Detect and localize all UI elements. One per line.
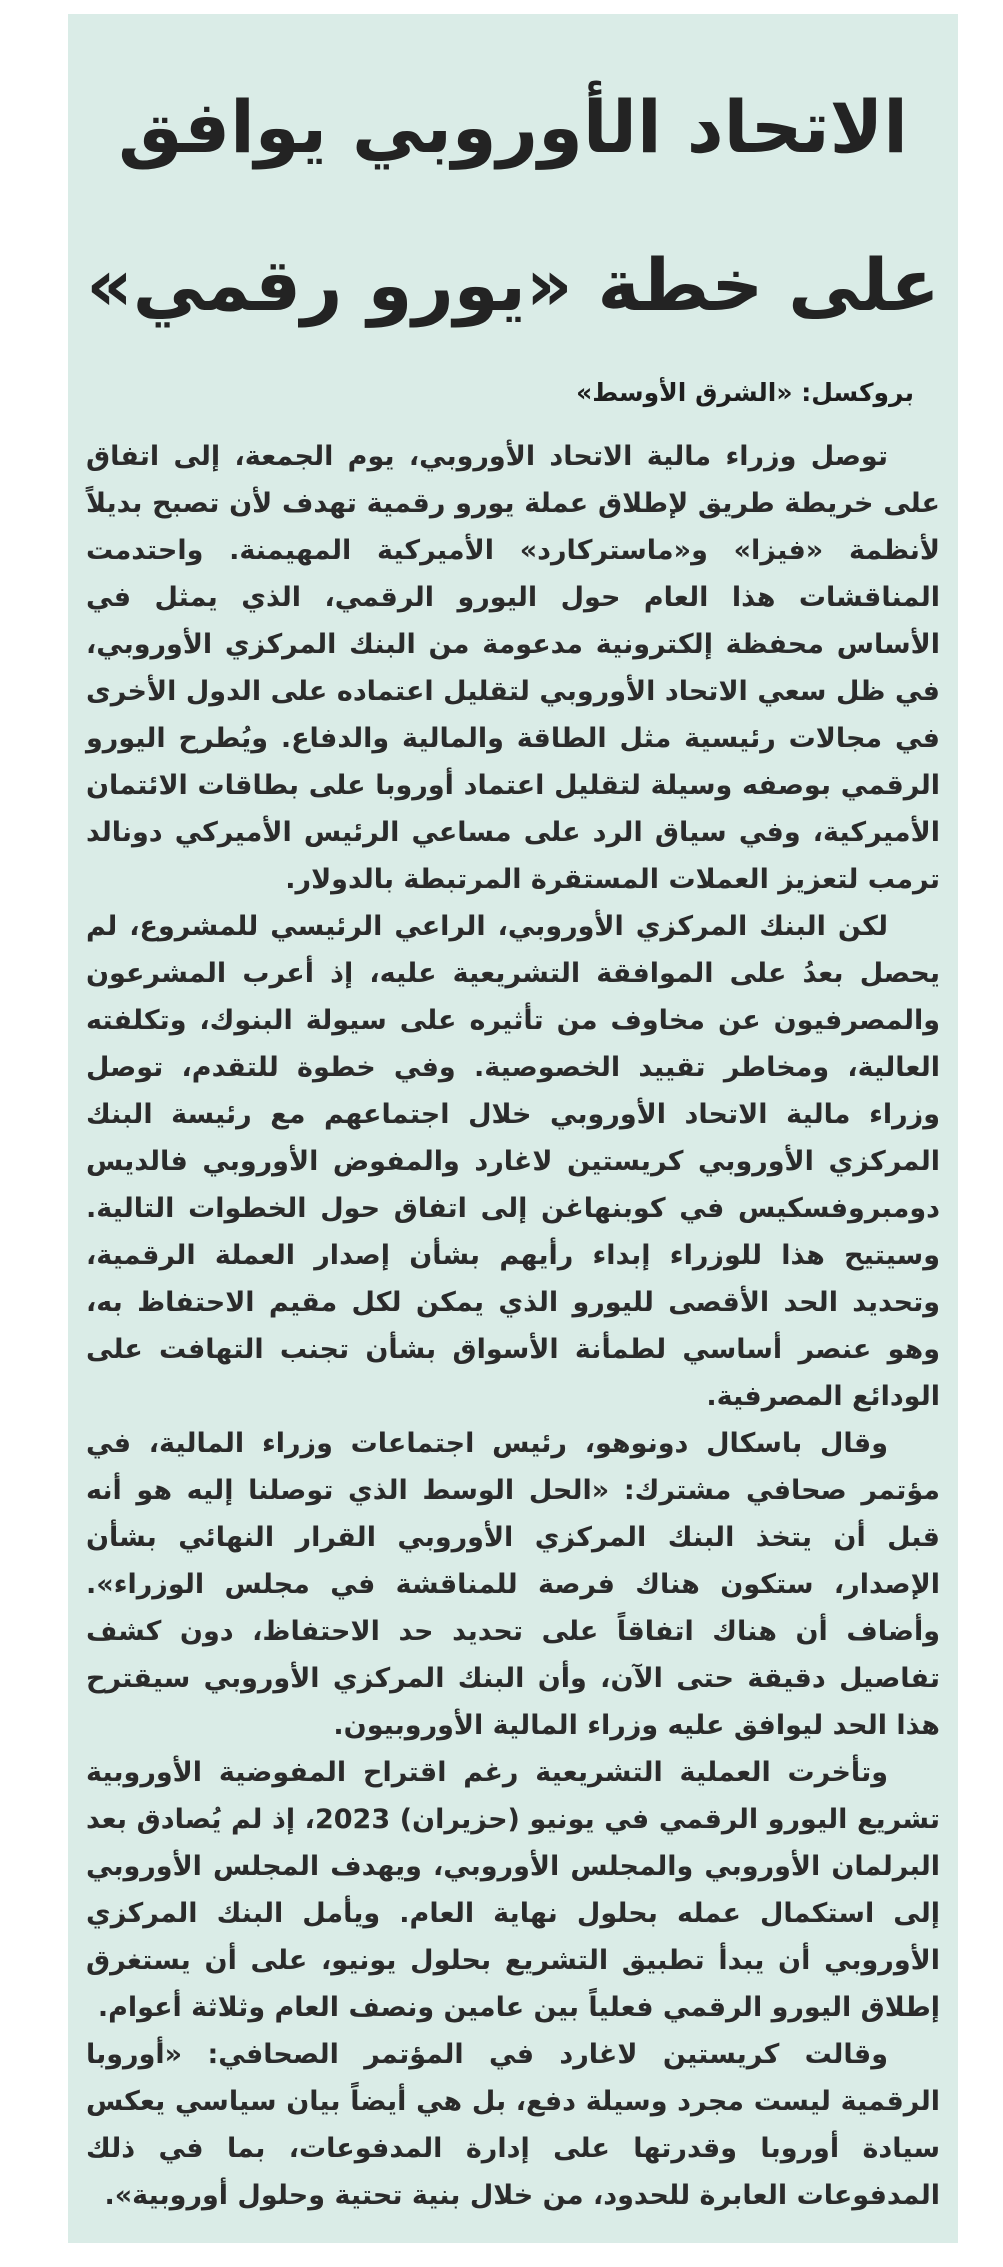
paragraph: وقالت كريستين لاغارد في المؤتمر الصحافي: «أوروبا الرقمية ليست مجرد وسيلة دفع، بل هي أيضاً بيان سياسي يعكس سيادة أوروبا وقدرتها على إدارة المدفوعات، بما في ذلك المدفوعات العابرة للحدود، من خلال بنية تحتية وحلول أوروبية».: [86, 2039, 940, 2211]
paragraph: وقال باسكال دونوهو، رئيس اجتماعات وزراء المالية، في مؤتمر صحافي مشترك: «الحل الوسط الذي توصلنا إليه هو أنه قبل أن يتخذ البنك المركزي الأوروبي القرار النهائي بشأن الإصدار، ستكون هناك فرصة للمناقشة في مجلس الوزراء». وأضاف أن هناك اتفاقاً على تحديد حد الاحتفاظ، دون كشف تفاصيل دقيقة حتى الآن، وأن البنك المركزي الأوروبي سيقترح هذا الحد ليوافق عليه وزراء المالية الأوروبيون.: [86, 1428, 940, 1741]
paragraph: توصل وزراء مالية الاتحاد الأوروبي، يوم الجمعة، إلى اتفاق على خريطة طريق لإطلاق عملة يورو رقمية تهدف لأن تصبح بديلاً لأنظمة «فيزا» و«ماستركارد» الأميركية المهيمنة. واحتدمت المناقشات هذا العام حول اليورو الرقمي، الذي يمثل في الأساس محفظة إلكترونية مدعومة من البنك المركزي الأوروبي، في ظل سعي الاتحاد الأوروبي لتقليل اعتماده على الدول الأخرى في مجالات رئيسية مثل الطاقة والمالية والدفاع. ويُطرح اليورو الرقمي بوصفه وسيلة لتقليل اعتماد أوروبا على بطاقات الائتمان الأميركية، وفي سياق الرد على مساعي الرئيس الأميركي دونالد ترمب لتعزيز العملات المستقرة المرتبطة بالدولار.: [86, 441, 940, 895]
paragraph: لكن البنك المركزي الأوروبي، الراعي الرئيسي للمشروع، لم يحصل بعدُ على الموافقة التشريعية عليه، إذ أعرب المشرعون والمصرفيون عن مخاوف من تأثيره على سيولة البنوك، وتكلفته العالية، ومخاطر تقييد الخصوصية. وفي خطوة للتقدم، توصل وزراء مالية الاتحاد الأوروبي خلال اجتماعهم مع رئيسة البنك المركزي الأوروبي كريستين لاغارد والمفوض الأوروبي فالديس دومبروفسكيس في كوبنهاغن إلى اتفاق حول الخطوات التالية. وسيتيح هذا للوزراء إبداء رأيهم بشأن إصدار العملة الرقمية، وتحديد الحد الأقصى لليورو الذي يمكن لكل مقيم الاحتفاظ به، وهو عنصر أساسي لطمأنة الأسواق بشأن تجنب التهافت على الودائع المصرفية.: [86, 911, 940, 1412]
title-line-2: على خطة «يورو رقمي»: [86, 243, 940, 327]
byline: بروكسل: «الشرق الأوسط»: [576, 378, 914, 407]
article-title: [86, 48, 940, 364]
article-panel: [68, 14, 958, 2243]
title-line-1: الاتحاد الأوروبي يوافق: [118, 85, 908, 169]
article-body: [86, 433, 940, 2219]
paragraph: وتأخرت العملية التشريعية رغم اقتراح المفوضية الأوروبية تشريع اليورو الرقمي في يونيو (حزيران) 2023، إذ لم يُصادق بعد البرلمان الأوروبي والمجلس الأوروبي، ويهدف المجلس الأوروبي إلى استكمال عمله بحلول نهاية العام. ويأمل البنك المركزي الأوروبي أن يبدأ تطبيق التشريع بحلول يونيو، على أن يستغرق إطلاق اليورو الرقمي فعلياً بين عامين ونصف العام وثلاثة أعوام.: [86, 1757, 940, 2023]
